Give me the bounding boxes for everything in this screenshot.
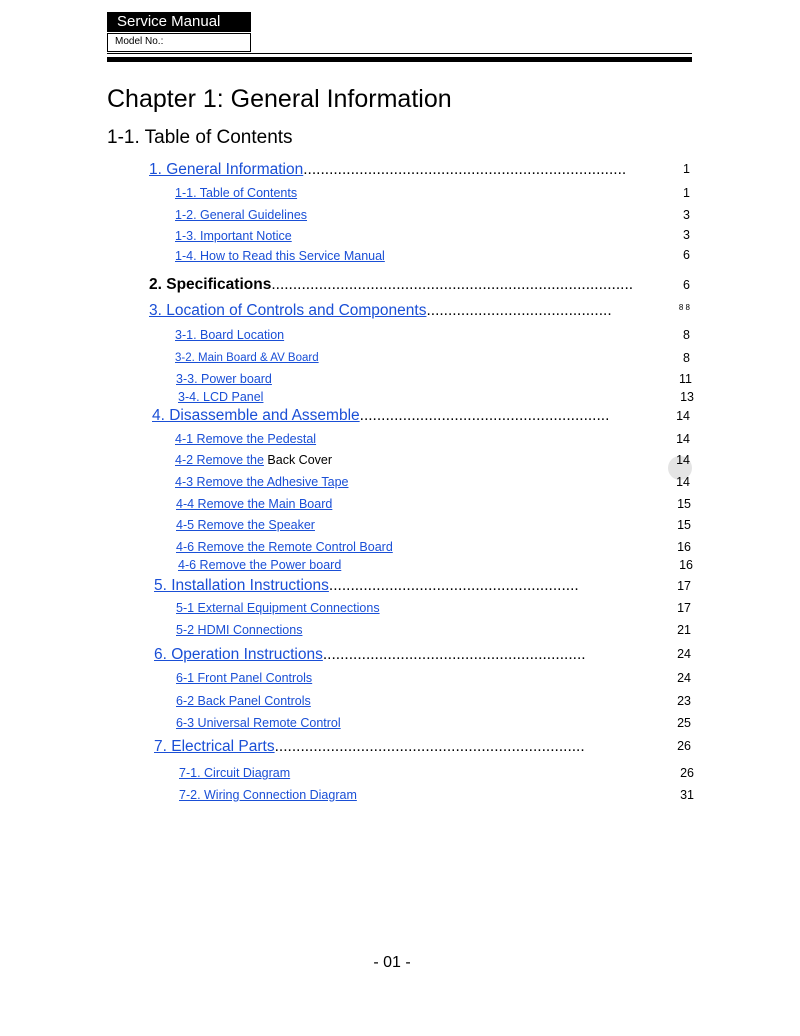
toc-label[interactable]: 1-4. How to Read this Service Manual	[175, 249, 385, 263]
toc-label[interactable]: 4-6 Remove the Power board	[178, 558, 342, 572]
toc-page: 14	[676, 409, 690, 423]
toc-page: 17	[677, 579, 691, 593]
toc-label[interactable]: 4. Disassemble and Assemble	[152, 407, 360, 424]
toc-page: 8 8	[678, 303, 690, 312]
toc-page: 21	[677, 623, 691, 637]
toc-link-important-notice[interactable]	[175, 228, 292, 244]
toc-page: 11	[679, 372, 692, 386]
toc-link-general-guidelines[interactable]	[175, 207, 307, 223]
toc-page: 1	[683, 162, 690, 176]
toc-page: 16	[677, 540, 691, 554]
toc-link-table-of-contents[interactable]	[175, 185, 297, 201]
toc-page: 14	[676, 432, 690, 446]
toc-page: 8	[683, 328, 690, 342]
toc-page: 6	[683, 278, 690, 292]
toc-label[interactable]: 5. Installation Instructions	[154, 577, 329, 594]
toc-label[interactable]: 6-1 Front Panel Controls	[176, 671, 313, 685]
toc-link-main-board-av-board[interactable]	[175, 350, 319, 366]
toc-page: 3	[683, 208, 690, 222]
toc-link-circuit-diagram[interactable]	[179, 765, 290, 781]
toc-page: 14	[676, 453, 690, 467]
toc-link-remove-speaker[interactable]	[176, 517, 315, 533]
toc-link-remove-pedestal[interactable]	[175, 431, 316, 447]
toc-label[interactable]: 5-1 External Equipment Connections	[176, 601, 380, 615]
page-number: - 01 -	[373, 954, 411, 971]
toc-label[interactable]: 4-1 Remove the Pedestal	[175, 432, 317, 446]
toc-leader: ...........................................................................	[303, 161, 627, 178]
toc-page: 8	[683, 351, 690, 365]
toc-link-wiring-connection-diagram[interactable]	[179, 787, 357, 803]
toc-label[interactable]: 6-3 Universal Remote Control	[176, 716, 341, 730]
toc-label[interactable]: 3-1. Board Location	[175, 328, 285, 342]
toc-link-external-equipment[interactable]	[176, 600, 380, 616]
toc-link-how-to-read[interactable]	[175, 248, 385, 264]
toc-label[interactable]: 2. Specifications	[149, 276, 272, 293]
chapter-title: Chapter 1: General Information	[107, 85, 452, 113]
toc-link-lcd-panel[interactable]	[178, 389, 263, 405]
toc-label[interactable]: 1-3. Important Notice	[175, 229, 292, 243]
header-rule-thin	[107, 53, 692, 54]
toc-label[interactable]: 4-2 Remove the	[175, 453, 264, 467]
toc-label[interactable]: 7-1. Circuit Diagram	[179, 766, 291, 780]
toc-page: 24	[677, 647, 691, 661]
toc-page: 17	[677, 601, 691, 615]
toc-page: 23	[677, 694, 691, 708]
toc-label[interactable]: 1. General Information	[149, 161, 304, 178]
toc-leader: ..........................................................	[359, 407, 610, 424]
toc-leader: .............................................................	[322, 646, 586, 663]
toc-page: 15	[677, 497, 691, 511]
toc-label[interactable]: 3. Location of Controls and Components	[149, 302, 427, 319]
model-number-field: Model No.:	[107, 33, 251, 52]
toc-label[interactable]: 4-5 Remove the Speaker	[176, 518, 315, 532]
section-title: 1-1. Table of Contents	[107, 127, 293, 148]
toc-link-general-information[interactable]	[149, 160, 626, 179]
toc-link-location-of-controls[interactable]	[149, 301, 612, 320]
toc-label[interactable]: 6. Operation Instructions	[154, 646, 323, 663]
toc-leader: ....................................................................................	[271, 276, 634, 293]
toc-page: 16	[679, 558, 693, 572]
toc-link-disassemble-assemble[interactable]	[152, 406, 609, 425]
toc-label[interactable]: 3-2. Main Board & AV Board	[175, 352, 319, 364]
toc-label[interactable]: 6-2 Back Panel Controls	[176, 694, 311, 708]
toc-page: 6	[683, 248, 690, 262]
toc-link-remove-remote-control-board[interactable]	[176, 539, 393, 555]
toc-link-specifications[interactable]	[149, 275, 633, 294]
service-manual-label: Service Manual	[107, 12, 251, 32]
toc-label[interactable]: 3-4. LCD Panel	[178, 390, 264, 404]
toc-label[interactable]: 4-3 Remove the Adhesive Tape	[175, 475, 349, 489]
toc-page: 26	[677, 739, 691, 753]
header-rule-thick	[107, 57, 692, 62]
toc-page: 13	[680, 390, 694, 404]
toc-link-operation-instructions[interactable]	[154, 645, 586, 664]
toc-link-universal-remote-control[interactable]	[176, 715, 341, 731]
toc-label[interactable]: 1-2. General Guidelines	[175, 208, 308, 222]
toc-page: 24	[677, 671, 691, 685]
toc-page: 1	[683, 186, 690, 200]
toc-link-remove-adhesive-tape[interactable]	[175, 474, 349, 490]
toc-page: 25	[677, 716, 691, 730]
toc-page: 26	[680, 766, 694, 780]
toc-label[interactable]: 1-1. Table of Contents	[175, 186, 298, 200]
toc-label[interactable]: 3-3. Power board	[176, 372, 272, 386]
toc-label[interactable]: 5-2 HDMI Connections	[176, 623, 303, 637]
toc-link-front-panel-controls[interactable]	[176, 670, 312, 686]
toc-label-suffix: Back Cover	[267, 453, 333, 467]
toc-leader: ..........................................................	[328, 577, 579, 594]
toc-page: 15	[677, 518, 691, 532]
toc-label[interactable]: 7-2. Wiring Connection Diagram	[179, 788, 357, 802]
toc-link-hdmi-connections[interactable]	[176, 622, 302, 638]
toc-link-power-board[interactable]	[176, 371, 272, 387]
toc-link-remove-back-cover[interactable]	[175, 452, 332, 468]
toc-link-remove-power-board[interactable]	[178, 557, 341, 573]
toc-page: 3	[683, 228, 690, 242]
toc-leader: ...........................................	[426, 302, 612, 319]
toc-leader: ........................................................................	[274, 738, 585, 755]
toc-label[interactable]: 4-6 Remove the Remote Control Board	[176, 540, 393, 554]
toc-label[interactable]: 7. Electrical Parts	[154, 738, 275, 755]
toc-page: 14	[676, 475, 690, 489]
toc-link-board-location[interactable]	[175, 327, 284, 343]
toc-link-electrical-parts[interactable]	[154, 737, 585, 756]
toc-link-back-panel-controls[interactable]	[176, 693, 311, 709]
toc-label[interactable]: 4-4 Remove the Main Board	[176, 497, 333, 511]
toc-page: 31	[680, 788, 694, 802]
toc-link-remove-main-board[interactable]	[176, 496, 332, 512]
toc-link-installation-instructions[interactable]	[154, 576, 579, 595]
